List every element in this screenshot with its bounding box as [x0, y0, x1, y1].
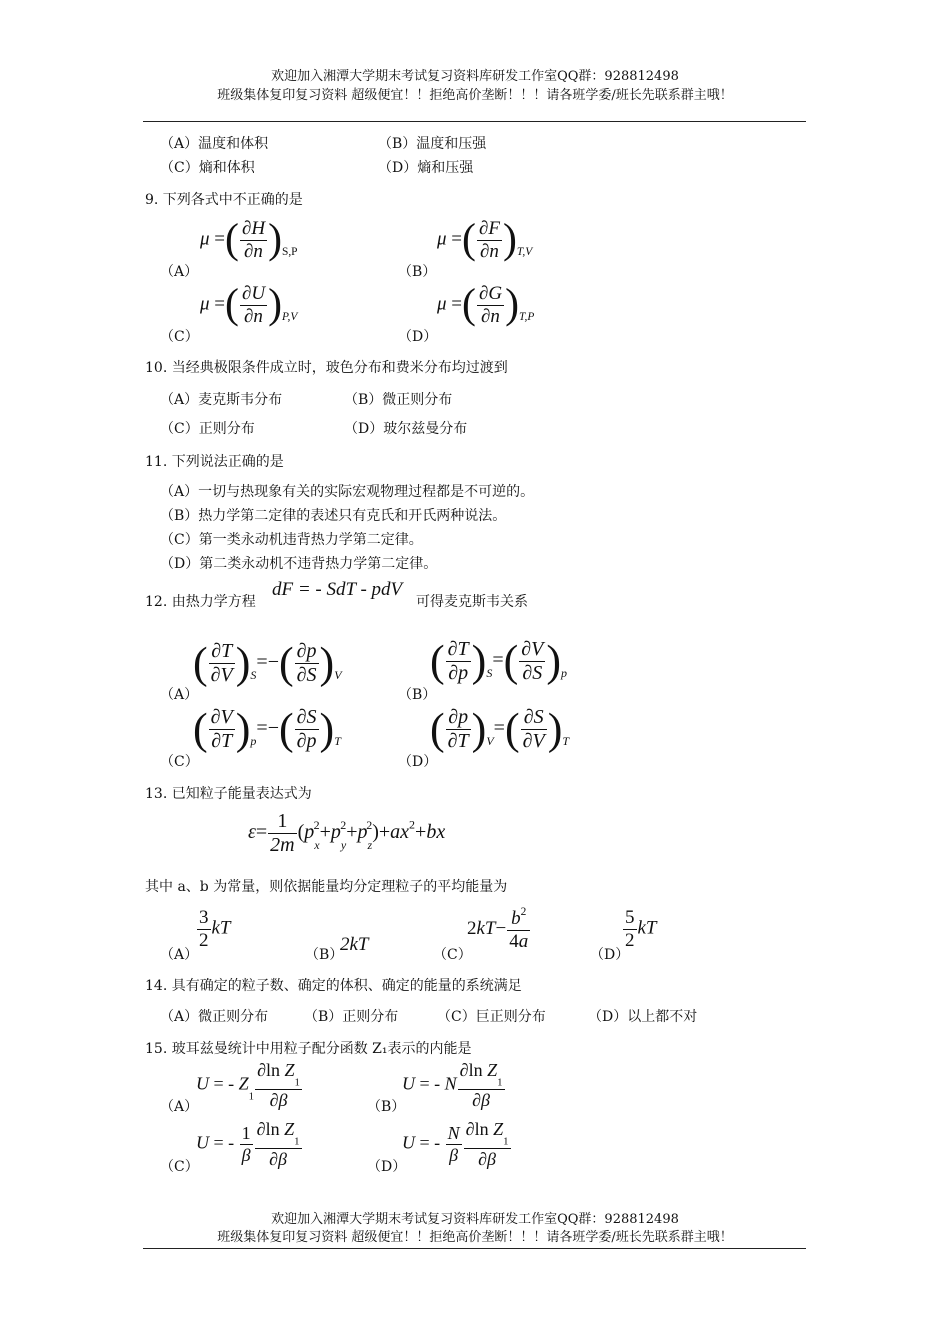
- q13-label-a: （A）: [160, 947, 199, 963]
- q10-stem: 10. 当经典极限条件成立时，玻色分布和费米分布均过渡到: [145, 360, 508, 376]
- q8-option-c: （C）熵和体积: [160, 160, 255, 176]
- q15-formula-a: U = - $Z_1$ $\frac{\partial\ln Z_1}{\partial\beta}$: [196, 1060, 300, 1111]
- q8-option-a: （A）温度和体积: [160, 136, 269, 152]
- q9-formula-c: μ =( $\frac{\partial U}{\partial n}$ )$_{P,V}$: [200, 281, 298, 328]
- footer-line-1: 欢迎加入湘潭大学期末考试复习资料库研发工作室QQ群：928812498: [271, 1212, 679, 1227]
- header-line-1: 欢迎加入湘潭大学期末考试复习资料库研发工作室QQ群：928812498: [271, 69, 679, 84]
- q9-label-b: （B）: [398, 264, 437, 280]
- q12-label-b: （B）: [398, 687, 437, 703]
- q12-formula-d: ( $\frac{\partial p}{\partial T}$ )$_V=$( $\frac{\partial S}{\partial V}$ )$_T$: [430, 704, 570, 754]
- footer-line-2: 班级集体复印复习资料 超级便宜！！拒绝高价垄断！！！请各班学委/班长先联系群主哦！: [217, 1230, 733, 1245]
- header-rule: [143, 121, 806, 122]
- q15-stem: 15. 玻耳兹曼统计中用粒子配分函数 Z₁表示的内能是: [145, 1041, 472, 1057]
- q11-stem: 11. 下列说法正确的是: [145, 454, 284, 470]
- q9-formula-b: μ =( $\frac{\partial F}{\partial n}$ )$_{T,V}$: [437, 216, 533, 263]
- q12-label-d: （D）: [398, 754, 438, 770]
- q12-equation: dF = - SdT - pdV: [272, 579, 403, 600]
- q9-formula-a: μ =( $\frac{\partial H}{\partial n}$ )$_{S,P}$: [200, 216, 298, 263]
- q15-label-d: （D）: [367, 1159, 407, 1175]
- q14-option-d: （D）以上都不对: [588, 1009, 698, 1025]
- q13-label-b: （B）: [305, 947, 344, 963]
- q14-option-b: （B）正则分布: [304, 1009, 399, 1025]
- q9-label-a: （A）: [160, 264, 199, 280]
- q15-label-b: （B）: [367, 1099, 406, 1115]
- q12-stem-pre: 12. 由热力学方程: [145, 594, 256, 610]
- q9-label-c: （C）: [160, 329, 199, 345]
- q11-option-a: （A）一切与热现象有关的实际宏观物理过程都是不可逆的。: [160, 484, 535, 500]
- q9-stem: 9. 下列各式中不正确的是: [145, 192, 303, 208]
- q13-label-d: （D）: [590, 947, 630, 963]
- q11-option-d: （D）第二类永动机不违背热力学第二定律。: [160, 556, 438, 572]
- q12-stem-post: 可得麦克斯韦关系: [416, 594, 528, 610]
- q8-option-d: （D）熵和压强: [378, 160, 474, 176]
- q10-option-b: （B）微正则分布: [344, 392, 453, 408]
- header-line-2: 班级集体复印复习资料 超级便宜！！拒绝高价垄断！！！请各班学委/班长先联系群主哦！: [217, 88, 733, 103]
- q11-option-c: （C）第一类永动机违背热力学第二定律。: [160, 532, 423, 548]
- footer-rule: [143, 1248, 806, 1249]
- q13-option-c-formula: 2kT− $\frac{b^2}{4a}$: [467, 906, 529, 952]
- q10-option-c: （C）正则分布: [160, 421, 255, 437]
- q8-option-b: （B）温度和压强: [378, 136, 487, 152]
- q15-label-c: （C）: [160, 1159, 199, 1175]
- q12-label-c: （C）: [160, 754, 199, 770]
- q13-option-a-formula: $\frac{3}{2}$ kT: [199, 907, 231, 951]
- q14-option-c: （C）巨正则分布: [437, 1009, 546, 1025]
- q12-formula-c: ( $\frac{\partial V}{\partial T}$ )$_p=-$( $\frac{\partial S}{\partial p}$ )$_T$: [193, 704, 341, 754]
- q10-option-a: （A）麦克斯韦分布: [160, 392, 283, 408]
- q10-option-d: （D）玻尔兹曼分布: [344, 421, 468, 437]
- q15-formula-d: U = - $\frac{N}{\beta}$ $\frac{\partial\ln Z_1}{\partial\beta}$: [402, 1119, 509, 1170]
- q12-formula-a: ( $\frac{\partial T}{\partial V}$ )$_S=-$( $\frac{\partial p}{\partial S}$ )$_V$: [193, 638, 342, 688]
- q15-formula-b: U = - N $\frac{\partial\ln Z_1}{\partial\beta}$: [402, 1060, 503, 1111]
- q12-label-a: （A）: [160, 687, 199, 703]
- q13-note: 其中 a、b 为常量，则依据能量均分定理粒子的平均能量为: [145, 879, 508, 895]
- q15-formula-c: U = - $\frac{1}{\beta}$ $\frac{\partial\ln Z_1}{\partial\beta}$: [196, 1119, 300, 1170]
- q11-option-b: （B）热力学第二定律的表述只有克氏和开氏两种说法。: [160, 508, 507, 524]
- q13-label-c: （C）: [433, 947, 472, 963]
- q14-option-a: （A）微正则分布: [160, 1009, 269, 1025]
- q13-option-b-formula: 2kT: [340, 934, 369, 955]
- q12-formula-b: ( $\frac{\partial T}{\partial p}$ )$_S=$( $\frac{\partial V}{\partial S}$ )$_p$: [430, 636, 568, 686]
- q15-label-a: （A）: [160, 1099, 199, 1115]
- q9-label-d: （D）: [398, 329, 438, 345]
- q14-stem: 14. 具有确定的粒子数、确定的体积、确定的能量的系统满足: [145, 978, 522, 994]
- q13-energy-formula: ε= $\frac{1}{2m}$ $(p_x^2+p_y^2+p_z^2)+ax^2+bx$: [248, 810, 446, 856]
- q13-option-d-formula: $\frac{5}{2}$ kT: [625, 907, 657, 951]
- q9-formula-d: μ =( $\frac{\partial G}{\partial n}$ )$_{T,P}$: [437, 281, 535, 328]
- q13-stem: 13. 已知粒子能量表达式为: [145, 786, 312, 802]
